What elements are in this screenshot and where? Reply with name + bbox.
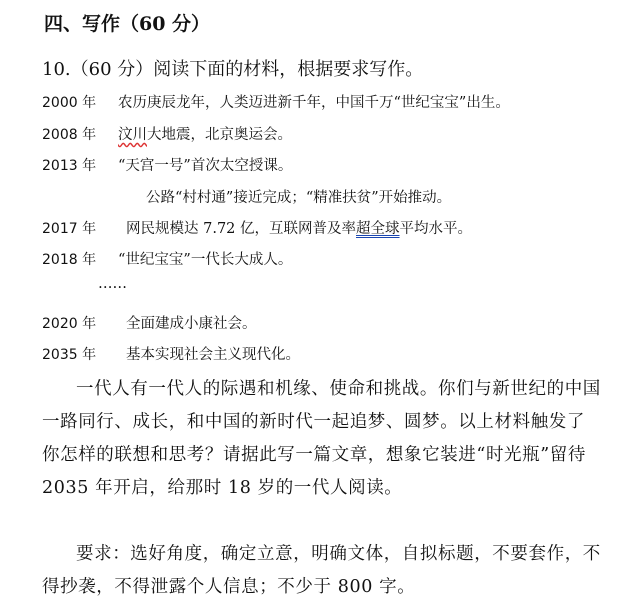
timeline-year: 2000 年 — [42, 95, 97, 111]
material-paragraph: 一代人有一代人的际遇和机缘、使命和挑战。你们与新世纪的中国一路同行、成长，和中国的新时代一起追梦、圆梦。以上材料触发了你怎样的联想和思考？请据此写一篇文章，想象它装进“时光瓶”留待 2035 年开启，给那时 18 岁的一代人阅读。 — [42, 379, 601, 498]
timeline-event — [126, 217, 472, 238]
grammar-underlined-text: 超全球 — [356, 221, 400, 237]
timeline-year: 2020 年 — [42, 316, 97, 332]
timeline-year: 2018 年 — [42, 252, 97, 268]
timeline-year: 2017 年 — [42, 221, 97, 237]
timeline-event: 基本实现社会主义现代化。 — [126, 347, 300, 363]
timeline-event-text: 网民规模达 7.72 亿，互联网普及率 — [126, 221, 357, 237]
timeline-event-text: 平均水平。 — [399, 221, 473, 237]
timeline-event: 全面建成小康社会。 — [126, 316, 257, 332]
timeline-event: “世纪宝宝”一代长大成人。 — [118, 252, 293, 268]
timeline-event-text: 大地震，北京奥运会。 — [147, 127, 292, 143]
timeline-event: 公路“村村通”接近完成；“精准扶贫”开始推动。 — [146, 190, 452, 206]
timeline-ellipsis: …… — [98, 276, 127, 292]
timeline-year: 2008 年 — [42, 127, 97, 143]
section-title: 四、写作（60 分） — [44, 13, 211, 35]
requirements-paragraph: 要求：选好角度，确定立意，明确文体，自拟标题，不要套作，不得抄袭，不得泄露个人信息；不少于 800 字。 — [42, 544, 601, 597]
question-prompt: 10.（60 分）阅读下面的材料，根据要求写作。 — [42, 59, 424, 80]
timeline-event: 农历庚辰龙年，人类迈进新千年，中国千万“世纪宝宝”出生。 — [118, 95, 510, 111]
timeline-event: “天宫一号”首次太空授课。 — [118, 158, 293, 174]
timeline-year: 2035 年 — [42, 347, 97, 363]
timeline-event — [118, 123, 292, 144]
spellcheck-underlined-text: 汶川 — [118, 127, 147, 143]
timeline-year: 2013 年 — [42, 158, 97, 174]
